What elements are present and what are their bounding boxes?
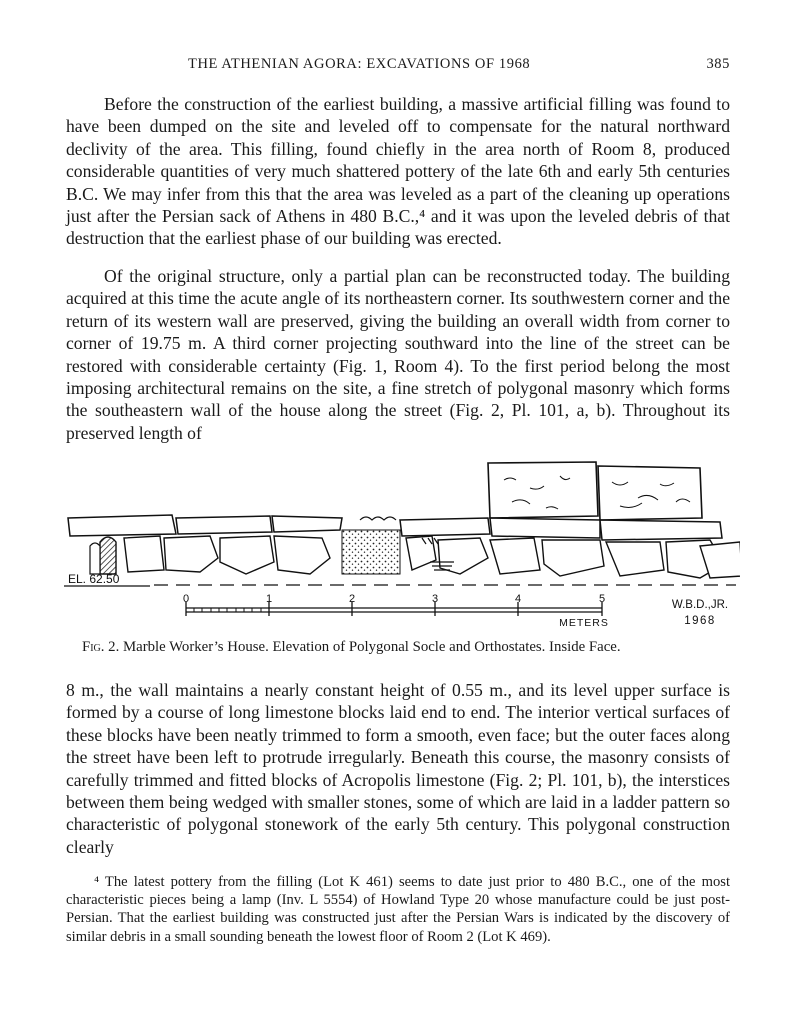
scale-tick-label: 3	[431, 593, 439, 605]
scale-tick-labels	[183, 593, 605, 605]
scale-unit-label: METERS	[559, 617, 609, 629]
running-title: THE ATHENIAN AGORA: EXCAVATIONS OF 1968	[188, 56, 531, 72]
rubble-fill	[342, 530, 400, 574]
figure-2-elevation-drawing	[60, 458, 740, 638]
scale-tick-label: 2	[348, 593, 356, 605]
section-cut	[90, 537, 116, 574]
footnote-4: ⁴ The latest pottery from the filling (Lot K 461) seems to date just prior to 480 B.C., one of the most characteristic pieces being a lamp (Inv. L 5554) of Howland Type 20 whose manufacture could be just post-Persian. That the earliest building was constructed just after the Persian Wars is indicated by the discovery of similar debris in a small sounding beneath the lowest floor of Room 2 (Lot K 469).	[66, 874, 730, 945]
scale-bar	[186, 602, 602, 616]
body-paragraph-2: Of the original structure, only a partial plan can be reconstructed today. The building acquired at this time the acute angle of its northeastern corner. Its southwestern corner and the return of its western wall are preserved, giving the building an overall width from corner to corner of 19.75 m. A third corner projecting southward into the line of the street can be restored with considerable certainty (Fig. 1, Room 4). To the first period belong the most imposing architectural remains on the site, a fine stretch of polygonal masonry which forms the southeastern wall of the house along the street (Fig. 2, Pl. 101, a, b). Throughout its preserved length of	[66, 266, 730, 443]
scale-tick-label: 0	[182, 593, 190, 605]
draftsman-initials: W.B.D.,JR.	[671, 599, 729, 611]
body-paragraph-1: Before the construction of the earliest building, a massive artificial filling was found to have been dumped on the site and leveled off to compensate for the natural northward declivity of the area. This filling, found chiefly in the area north of Room 8, produced considerable quantities of very much shattered pottery of the late 6th and early 5th centuries B.C. We may infer from this that the area was leveled as a part of the cleaning up operations just after the Persian sack of Athens in 480 B.C.,⁴ and it was upon the leveled debris of that destruction that the earliest phase of our building was erected.	[66, 94, 730, 249]
elevation-drawing	[60, 458, 740, 638]
scale-tick-label: 5	[598, 593, 606, 605]
scale-tick-label: 4	[514, 593, 522, 605]
running-head	[66, 56, 730, 78]
body-paragraph-3: 8 m., the wall maintains a nearly constant height of 0.55 m., and its level upper surface is formed by a course of long limestone blocks laid end to end. The interior vertical surfaces of these blocks have been neatly trimmed to form a smooth, even face; but the outer faces along the street have been left to protrude irregularly. Beneath this course, the masonry consists of carefully trimmed and fitted blocks of Acropolis limestone (Fig. 2; Pl. 101, b), the interstices between them being wedged with smaller stones, some of which are laid in a ladder pattern so characteristic of polygonal stonework of the early 5th century. This polygonal construction clearly	[66, 680, 730, 857]
scale-tick-label: 1	[265, 593, 273, 605]
elevation-label: EL. 62.50	[68, 572, 120, 586]
figure-caption-label: Fig. 2.	[82, 639, 120, 655]
page-number: 385	[706, 56, 730, 72]
figure-caption-text: Marble Worker’s House. Elevation of Polygonal Socle and Orthostates. Inside Face.	[122, 639, 621, 655]
figure-caption	[82, 638, 722, 656]
drawing-year: 1968	[684, 615, 716, 627]
orthostate-blocks	[488, 462, 702, 520]
elevation-line	[64, 585, 736, 586]
polygonal-masonry	[124, 536, 740, 578]
